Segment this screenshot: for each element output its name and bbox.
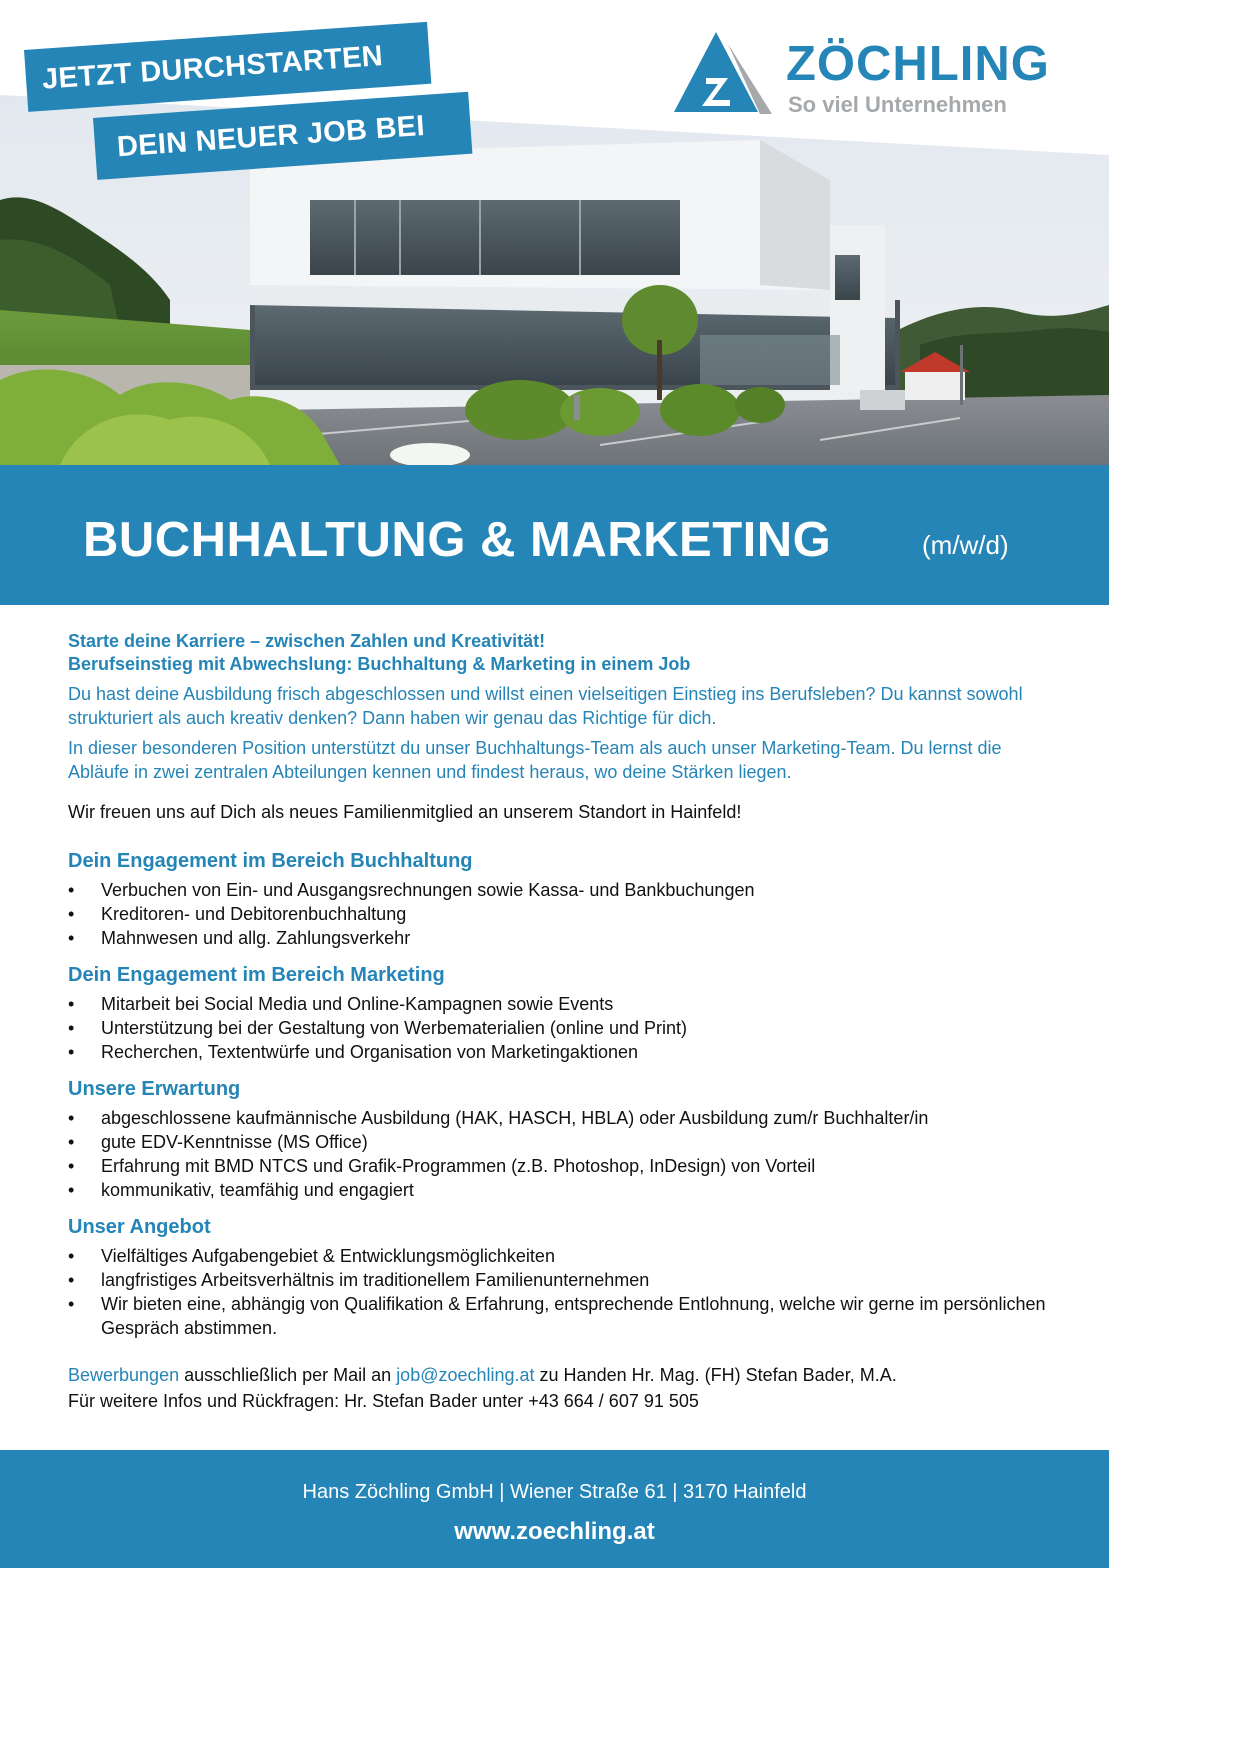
list-item [68,992,1058,1016]
list-item-text: Unterstützung bei der Gestaltung von Werbematerialien (online und Print) [101,1018,687,1038]
list-item [68,1154,1058,1178]
list-item [68,1178,1058,1202]
intro-paragraph-2: In dieser besonderen Position unterstützt du unser Buchhaltungs-Team als auch unser Marketing-Team. Du lernst die Abläufe in zwei zentralen Abteilungen kennen und findest heraus, wo deine Stärken liegen. [68,738,1002,782]
bullet-icon: • [68,1018,75,1038]
bullet-icon: • [68,1156,75,1176]
footer-website-link[interactable]: www.zoechling.at [454,1518,655,1545]
list-item-text: Wir bieten eine, abhängig von Qualifikation & Erfahrung, entsprechende Entlohnung, welche wir gerne im persönlichen Gespräch abstimmen. [101,1294,1046,1338]
bullet-list [68,1106,1058,1202]
welcome-text: Wir freuen uns auf Dich als neues Familienmitglied an unserem Standort in Hainfeld! [68,802,742,822]
application-text-after: zu Handen Hr. Mag. (FH) Stefan Bader, M.A. [534,1365,897,1385]
application-email-link[interactable]: job@zoechling.at [396,1365,535,1385]
job-title: BUCHHALTUNG & MARKETING [83,513,832,567]
company-logo [672,30,1072,120]
bullet-icon: • [68,1132,75,1152]
list-item-text: gute EDV-Kenntnisse (MS Office) [101,1132,368,1152]
list-item-text: Kreditoren- und Debitorenbuchhaltung [101,904,407,924]
bullet-icon: • [68,1042,75,1062]
list-item [68,1268,1058,1292]
logo-company-name: ZÖCHLING [786,37,1050,91]
application-info [68,1362,1058,1414]
job-description [68,630,1058,1414]
bullet-list [68,878,1058,950]
intro-paragraph-1: Du hast deine Ausbildung frisch abgeschlossen und willst einen vielseitigen Einstieg ins Berufsleben? Du kannst sowohl strukturiert als auch kreativ denken? Dann haben wir genau das Richtige für dich. [68,684,1023,728]
headline-banner-1-text: JETZT DURCHSTARTEN [41,40,384,96]
hero-section [0,0,1109,465]
application-label: Bewerbungen [68,1365,180,1385]
bullet-icon: • [68,1294,75,1314]
job-title-gender-suffix: (m/w/d) [922,530,1009,560]
logo-tagline: So viel Unternehmen [788,92,1007,117]
section-erwartung [68,1076,1058,1202]
bullet-icon: • [68,994,75,1014]
contact-line: Für weitere Infos und Rückfragen: Hr. Stefan Bader unter +43 664 / 607 91 505 [68,1391,699,1411]
list-item-text: Mahnwesen und allg. Zahlungsverkehr [101,928,411,948]
list-item [68,878,1058,902]
bullet-icon: • [68,904,75,924]
bullet-list [68,992,1058,1064]
lead-line-1: Starte deine Karriere – zwischen Zahlen und Kreativität! [68,631,546,651]
list-item-text: langfristiges Arbeitsverhältnis im traditionellem Familienunternehmen [101,1270,650,1290]
footer [0,1450,1109,1568]
bullet-icon: • [68,928,75,948]
section-buchhaltung [68,848,1058,950]
list-item-text: abgeschlossene kaufmännische Ausbildung (HAK, HASCH, HBLA) oder Ausbildung zum/r Buchhalter/in [101,1108,929,1128]
bullet-list [68,1244,1058,1340]
application-text-before: ausschließlich per Mail an [179,1365,397,1385]
section-angebot [68,1214,1058,1340]
list-item [68,1040,1058,1064]
section-marketing [68,962,1058,1064]
list-item-text: kommunikativ, teamfähig und engagiert [101,1180,414,1200]
list-item [68,1292,1058,1340]
list-item-text: Erfahrung mit BMD NTCS und Grafik-Programmen (z.B. Photoshop, InDesign) von Vorteil [101,1156,816,1176]
list-item-text: Vielfältiges Aufgabengebiet & Entwicklungsmöglichkeiten [101,1246,555,1266]
section-heading: Unsere Erwartung [68,1078,241,1100]
list-item [68,1130,1058,1154]
bullet-icon: • [68,1108,75,1128]
lead-line-2: Berufseinstieg mit Abwechslung: Buchhaltung & Marketing in einem Job [68,654,691,674]
list-item [68,1016,1058,1040]
headline-banner-2-text: DEIN NEUER JOB BEI [115,109,426,164]
section-heading: Dein Engagement im Bereich Buchhaltung [68,850,473,872]
bullet-icon: • [68,1180,75,1200]
list-item-text: Verbuchen von Ein- und Ausgangsrechnungen sowie Kassa- und Bankbuchungen [101,880,755,900]
triangle-z-logo-icon [672,30,776,118]
bullet-icon: • [68,1246,75,1266]
list-item [68,1106,1058,1130]
list-item [68,1244,1058,1268]
list-item [68,926,1058,950]
list-item-text: Mitarbeit bei Social Media und Online-Kampagnen sowie Events [101,994,614,1014]
list-item-text: Recherchen, Textentwürfe und Organisation von Marketingaktionen [101,1042,638,1062]
footer-address: Hans Zöchling GmbH | Wiener Straße 61 | 3170 Hainfeld [302,1481,807,1503]
bullet-icon: • [68,880,75,900]
list-item [68,902,1058,926]
section-heading: Dein Engagement im Bereich Marketing [68,964,445,986]
section-heading: Unser Angebot [68,1216,211,1238]
bullet-icon: • [68,1270,75,1290]
